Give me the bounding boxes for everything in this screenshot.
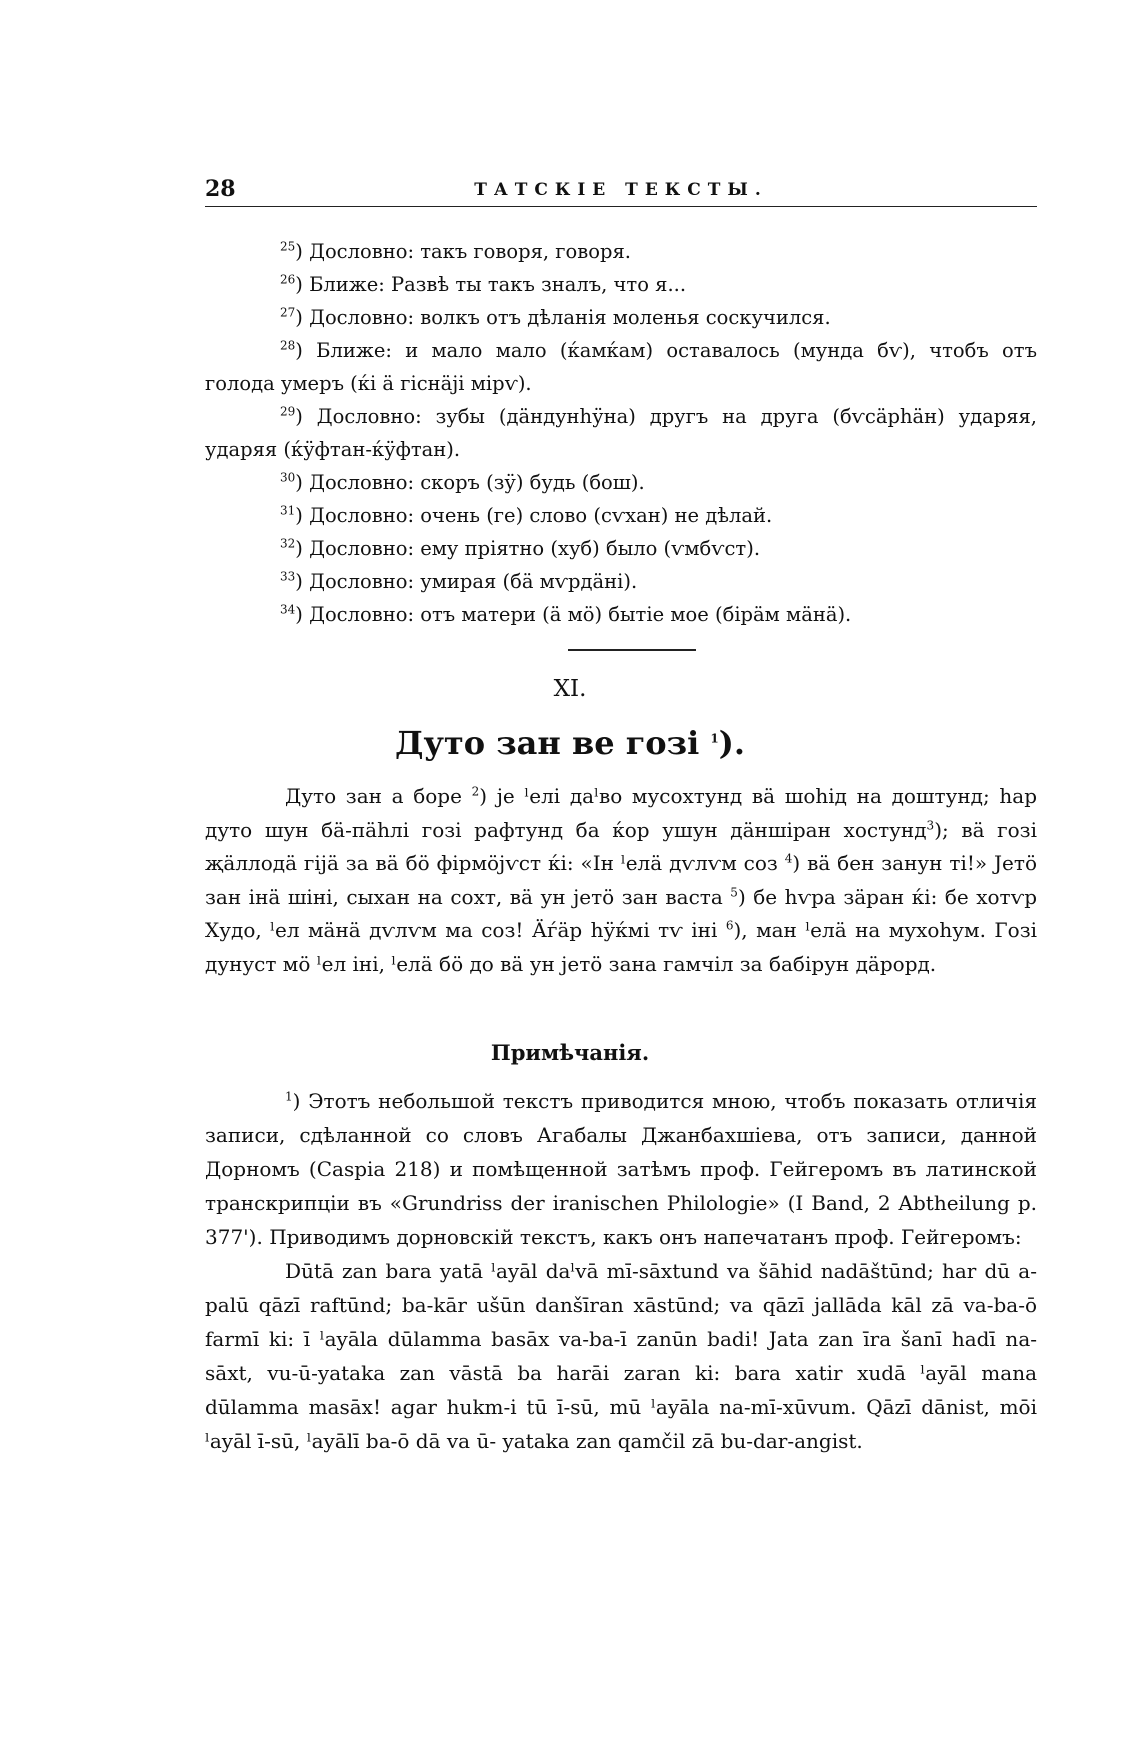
remarks-heading: Примѣчанія. <box>490 1040 650 1065</box>
note: $^{29}$) Дословно: зубы (дӓндунһӱна) другъ на друга (бѵсӓрһӓн) ударяя, ударяя (ќӱфтан-ќӱфтан). <box>205 404 1037 461</box>
latin-transcription: Dūtā zan bara yatā ˡayāl daˡvā mī-sāxtund va šāhid nadāštūnd; har dū a-palū qāzī raftūnd; ba-kār ušūn danšīran xāstūnd; va qāzī jallāda kāl zā va-ba-ō farmī ki: ī ˡayāla dūlamma basāx va-ba-ī zanūn badi! Jata zan īra šanī hadī na-sāxt, vu-ū-yataka zan vāstā ba harāi zaran ki: bara xatir xudā ˡayāl mana dūlamma masāx! agar hukm-i tū ī-sū, mū ˡayāla na-mī-xūvum. Qāzī dānist, mōi ˡayāl ī-sū, ˡayālī ba-ō dā va ū- yataka zan qamčil zā bu-dar-angist. <box>205 1259 1037 1453</box>
note: $^{28}$) Ближе: и мало мало (ќамќам) оставалось (мунда бѵ), чтобъ отъ голода умеръ (ќі ӓ гіснӓјі мірѵ). <box>205 338 1037 395</box>
note: $^{25}$) Дословно: такъ говоря, говоря. <box>280 239 631 263</box>
section-title: Дуто зан ве гозі $^1$). <box>394 724 745 762</box>
section-number: XI. <box>553 676 587 702</box>
note: $^{32}$) Дословно: ему пріятно (хуб) было (ѵмбѵст). <box>280 536 761 560</box>
page-number: 28 <box>205 176 236 202</box>
page-header <box>205 176 1037 207</box>
running-title: ТАТСКІЕ ТЕКСТЫ. <box>474 180 768 200</box>
note: $^{33}$) Дословно: умирая (бӓ мѵрдӓні). <box>280 569 638 593</box>
section-divider <box>568 649 696 651</box>
note: $^{26}$) Ближе: Развѣ ты такъ зналъ, что я... <box>280 272 687 296</box>
note: $^{27}$) Дословно: волкъ отъ дѣланія моленья соскучился. <box>280 305 831 329</box>
note: $^{34}$) Дословно: отъ матери (ӓ мӧ) бытіе мое (бірӓм мӓнӓ). <box>280 602 852 626</box>
footnote-paragraph: $^1$) Этотъ небольшой текстъ приводится мною, чтобъ показать отличія записи, сдѣланной со словъ Агабалы Джанбахшіева, отъ записи, данной Дорномъ (Caspia 218) и помѣщенной затѣмъ проф. Гейгеромъ въ латинской транскрипціи въ «Grundriss der iranischen Philologie» (I Band, 2 Abtheilung p. 377'). Приводимъ дорновскій текстъ, какъ онъ напечатанъ проф. Гейгеромъ: <box>205 1089 1037 1249</box>
note: $^{31}$) Дословно: очень (ге) слово (сѵхан) не дѣлай. <box>280 503 773 527</box>
note: $^{30}$) Дословно: скоръ (зӱ) будь (бош). <box>280 470 645 494</box>
main-text <box>205 780 1037 981</box>
title-footnote-ref: 1 <box>710 731 719 746</box>
story-paragraph: Дуто зан а боре $^2$) је ˡелі даˡво мусохтунд вӓ шоһід на доштунд; һар дуто шун бӓ-пӓһлі гозі рафтунд ба ќор ушун дӓншіран хостунд$^3$); вӓ гозі җӓллодӓ гіјӓ за вӓ бӧ фірмӧјѵст ќі: «Ін ˡелӓ дѵлѵм соз $^4$) вӓ бен занун ті!» Јетӧ зан інӓ шіні, сыхан на сохт, вӓ ун јетӧ зан васта $^5$) бе һѵра зӓран ќі: бе хотѵр Худо, ˡел мӓнӓ дѵлѵм ма соз! Ӓѓӓр һӱќмі тѵ іні $^6$), ман ˡелӓ на мухоһум. Гозі дунуст мӧ ˡел іні, ˡелӓ бӧ до вӓ ун јетӧ зана гамчіл за бабірун дӓрорд. <box>205 784 1038 976</box>
remarks-section <box>205 1084 1037 1458</box>
notes-list <box>205 235 1037 631</box>
